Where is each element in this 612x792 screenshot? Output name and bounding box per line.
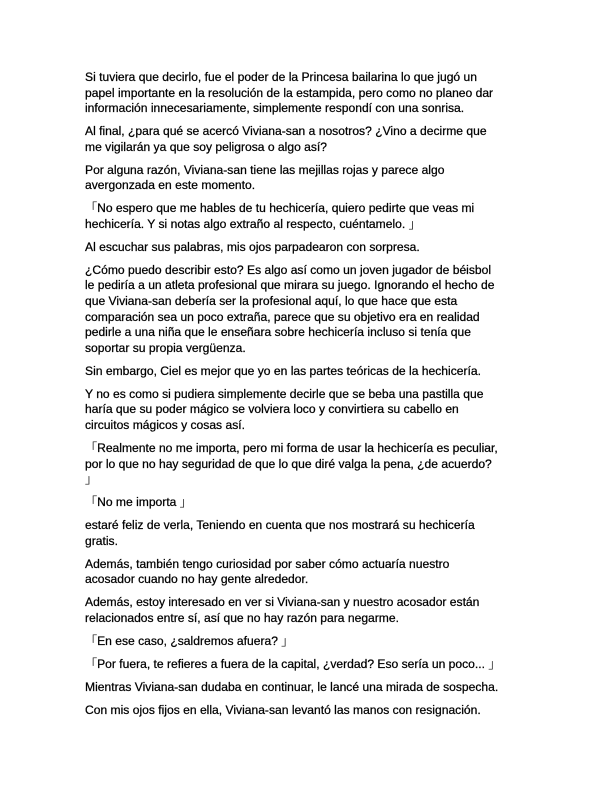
dialogue-paragraph (85, 657, 530, 673)
text-line: estaré feliz de verla, Teniendo en cuenta que nos mostrará su hechicería (85, 518, 475, 533)
text-line: por lo que no hay seguridad de que lo que diré valga la pena, ¿de acuerdo? (85, 456, 492, 471)
paragraph (85, 703, 530, 719)
paragraph (85, 70, 530, 117)
text-line: Al final, ¿para qué se acercó Viviana-san a nosotros? ¿Vino a decirme que (85, 124, 487, 139)
dialogue-paragraph (85, 441, 530, 488)
text-line: relacionados entre sí, así que no hay razón para negarme. (85, 610, 399, 625)
text-line: avergonzada en este momento. (85, 178, 256, 193)
text-line: 」 (85, 472, 98, 487)
paragraph (85, 364, 530, 380)
text-line: soportar su propia vergüenza. (85, 340, 246, 355)
paragraph (85, 163, 530, 194)
text-line: 「En ese caso, ¿saldremos afuera? 」 (85, 633, 294, 648)
text-line: que Viviana-san debería ser la profesional aquí, lo que hace que esta (85, 294, 458, 309)
dialogue-paragraph (85, 495, 530, 511)
dialogue-paragraph (85, 201, 530, 232)
document-body (85, 70, 530, 726)
text-line: 「Por fuera, te refieres a fuera de la capital, ¿verdad? Eso sería un poco... 」 (85, 656, 501, 671)
text-line: Y no es como si pudiera simplemente decirle que se beba una pastilla que (85, 386, 484, 401)
text-line: gratis. (85, 533, 118, 548)
text-line: circuitos mágicos y cosas así. (85, 418, 245, 433)
text-line: le pediría a un atleta profesional que mirara su juego. Ignorando el hecho de (85, 278, 495, 293)
text-line: Al escuchar sus palabras, mis ojos parpadearon con sorpresa. (85, 239, 420, 254)
paragraph (85, 263, 530, 357)
text-line: 「No me importa 」 (85, 495, 192, 510)
text-line: papel importante en la resolución de la estampida, pero como no planeo dar (85, 85, 494, 100)
dialogue-paragraph (85, 634, 530, 650)
text-line: me vigilarán ya que soy peligrosa o algo así? (85, 139, 328, 154)
text-line: Además, también tengo curiosidad por saber cómo actuaría nuestro (85, 556, 450, 571)
text-line: Mientras Viviana-san dudaba en continuar, le lancé una mirada de sospecha. (85, 679, 499, 694)
text-line: Por alguna razón, Viviana-san tiene las mejillas rojas y parece algo (85, 162, 445, 177)
text-line: acosador cuando no hay gente alrededor. (85, 572, 309, 587)
text-line: Además, estoy interesado en ver si Viviana-san y nuestro acosador están (85, 595, 480, 610)
text-line: Sin embargo, Ciel es mejor que yo en las partes teóricas de la hechicería. (85, 363, 481, 378)
text-line: comparación sea un poco extraña, parece que su objetivo era en realidad (85, 309, 480, 324)
text-line: 「Realmente no me importa, pero mi forma de usar la hechicería es peculiar, (85, 441, 498, 455)
paragraph (85, 124, 530, 155)
paragraph (85, 595, 530, 626)
text-line: Con mis ojos fijos en ella, Viviana-san levantó las manos con resignación. (85, 702, 481, 717)
paragraph (85, 557, 530, 588)
paragraph (85, 518, 530, 549)
text-line: 「No espero que me hables de tu hechicería, quiero pedirte que veas mi (85, 201, 475, 216)
paragraph (85, 387, 530, 434)
text-line: información innecesariamente, simplemente respondí con una sonrisa. (85, 101, 465, 116)
paragraph (85, 680, 530, 696)
text-line: Si tuviera que decirlo, fue el poder de la Princesa bailarina lo que jugó un (85, 70, 477, 84)
paragraph (85, 240, 530, 256)
text-line: haría que su poder mágico se volviera loco y convirtiera su cabello en (85, 402, 459, 417)
text-line: pedirle a una niña que le enseñara sobre hechicería incluso si tenía que (85, 325, 471, 340)
text-line: hechicería. Y si notas algo extraño al respecto, cuéntamelo. 」 (85, 216, 421, 231)
text-line: ¿Cómo puedo describir esto? Es algo así como un joven jugador de béisbol (85, 262, 492, 277)
